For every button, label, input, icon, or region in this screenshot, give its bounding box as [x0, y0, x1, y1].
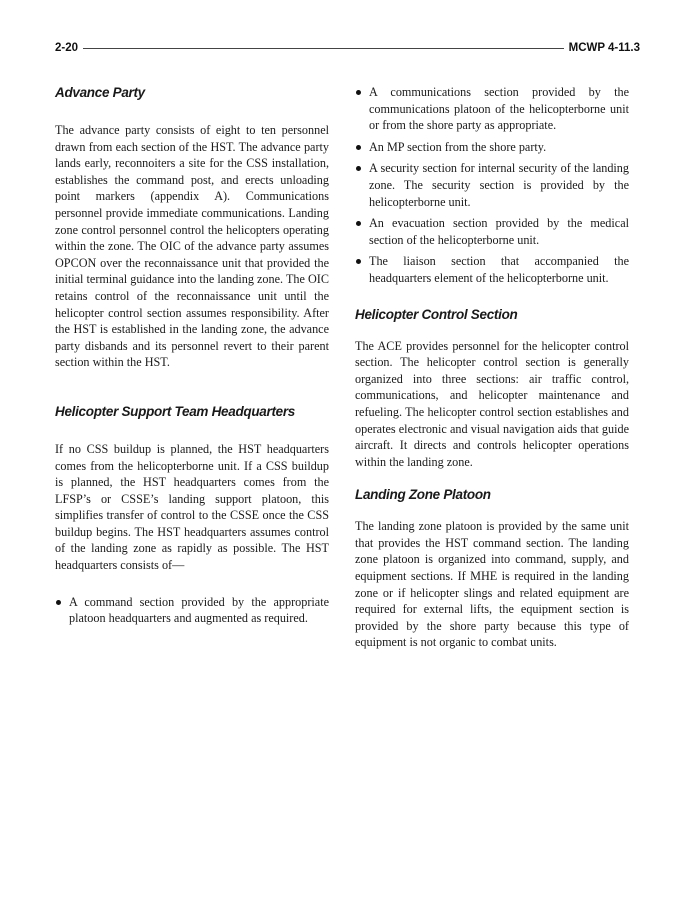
bullet-item	[55, 594, 329, 627]
bullet-icon	[356, 145, 361, 150]
bullet-text: A security section for internal security of the landing zone. The security section is provided by the helicopterborne unit.	[369, 161, 629, 209]
landing-zone-platoon-paragraph: The landing zone platoon is provided by the same unit that provides the HST command section. The landing zone platoon is organized into command, supply, and equipment sections. If MHE is required in the landing zone or if helicopter slings and related equipment are required for external lifts, the equipment section is provided by the shore party because this type of equipment is not organic to combat units.	[355, 519, 629, 650]
bullet-icon	[356, 221, 361, 226]
bullet-item	[355, 215, 629, 248]
bullet-text: A communications section provided by the communications platoon of the helicopterborne unit or from the shore party as appropriate.	[369, 85, 629, 133]
bullet-text: An MP section from the shore party.	[369, 139, 547, 154]
section-heading-landing-zone-platoon: Landing Zone Platoon	[355, 487, 491, 503]
hst-headquarters-paragraph: If no CSS buildup is planned, the HST headquarters comes from the helicopterborne unit. If a CSS buildup is planned, the HST headquarters comes from the LFSP’s or CSSE’s landing support platoon, this simplifies transfer of control to the CSSE once the CSS buildup begins. The HST headquarters assumes control of the landing zone as rapidly as possible. The HST headquarters consists of—	[55, 441, 329, 573]
hst-bullet-list-left	[55, 594, 329, 627]
helicopter-control-paragraph: The ACE provides personnel for the helicopter control section. The helicopter control section is generally organized into three sections: air traffic control, communications, and helicopter maintenance and refueling. The helicopter control section establishes and operates electronic and visual navigation aids that guide aircraft. It directs and controls helicopter operations within the landing zone.	[355, 338, 629, 469]
bullet-text: A command section provided by the appropriate platoon headquarters and augmented as required.	[69, 594, 329, 626]
page-header	[55, 40, 640, 56]
section-heading-hst-headquarters: Helicopter Support Team Headquarters	[55, 403, 296, 419]
bullet-item	[355, 84, 629, 134]
advance-party-paragraph: The advance party consists of eight to ten personnel drawn from each section of the HST. The advance party lands early, reconnoiters a site for the CSS installation, establishes the command post, and erects unloading point markers (appendix A). Communications personnel provide immediate communications. Landing zone control personnel control the helicopters operating within the zone. The OIC of the advance party assumes OPCON over the reconnaissance unit that provided the initial terminal guidance into the landing zone. The OIC retains control of the reconnaissance unit until the helicopter control section assumes responsibility. After the HST is established in the landing zone, the advance party disbands and its personnel revert to their parent section within the HST.	[55, 123, 329, 370]
section-heading-helicopter-control: Helicopter Control Section	[355, 306, 518, 322]
page-number: 2-20	[55, 42, 79, 54]
header-rule	[83, 48, 564, 49]
bullet-item	[355, 139, 629, 156]
bullet-item	[355, 253, 629, 286]
hst-bullet-list-right	[355, 84, 629, 287]
bullet-icon	[356, 90, 361, 95]
bullet-text: The liaison section that accompanied the headquarters element of the helicopterborne unit.	[369, 254, 629, 285]
bullet-icon	[356, 259, 361, 264]
left-column	[55, 84, 329, 632]
bullet-icon	[56, 600, 61, 605]
bullet-text: An evacuation section provided by the medical section of the helicopterborne unit.	[369, 216, 629, 247]
right-column	[355, 84, 629, 651]
section-heading-advance-party: Advance Party	[55, 85, 145, 100]
bullet-item	[355, 160, 629, 210]
bullet-icon	[356, 166, 361, 171]
document-id: MCWP 4-11.3	[568, 42, 640, 54]
